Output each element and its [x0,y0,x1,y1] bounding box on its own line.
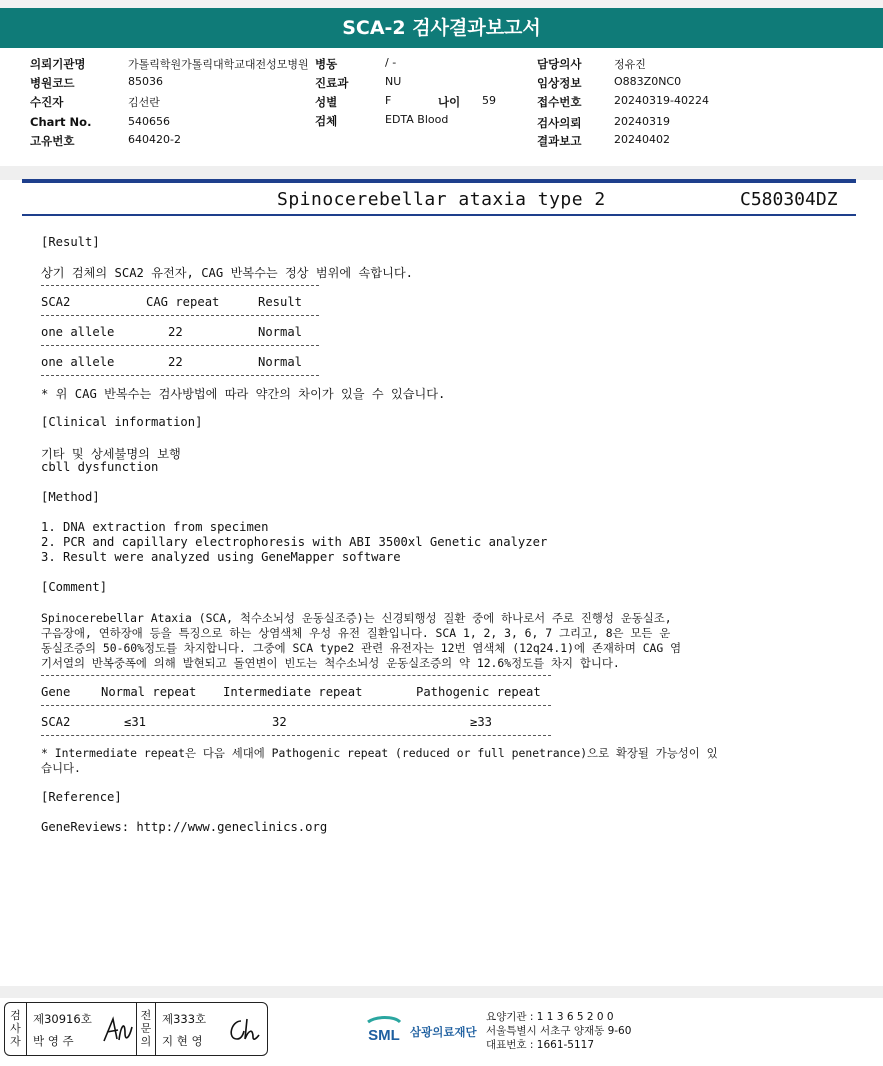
clinical-info-label: 임상정보 [537,76,582,90]
specimen-label: 검체 [315,114,338,128]
report-title: SCA-2 검사결과보고서 [0,8,883,48]
divider [41,705,551,706]
requester-value: 가톨릭학원가톨릭대학교대전성모병원 [128,58,309,71]
title-rule-top [22,179,856,183]
hospital-code-label: 병원코드 [30,76,75,90]
method-line-2: 2. PCR and capillary electrophoresis with ABI 3500xl Genetic analyzer [41,535,548,549]
comment-row-pathogenic: ≥33 [470,715,493,729]
comment-header-intermediate: Intermediate repeat [223,685,363,699]
sex-label: 성별 [315,95,338,109]
comment-row-gene: SCA2 [41,715,71,729]
specimen-value: EDTA Blood [385,113,449,126]
report-date-value: 20240402 [614,133,670,146]
examiner-signature [101,1015,135,1045]
age-label: 나이 [438,95,461,109]
specialist-label [136,1003,156,1055]
footer-separator [0,986,883,998]
method-line-1: 1. DNA extraction from specimen [41,520,269,534]
info-separator [0,166,883,180]
comment-line-4: 기서열의 반복중폭에 의해 발현되고 돌연변이 빈도는 척수소뇌성 운동실조증의 약 12.6%정도를 차지 합니다. [41,656,620,670]
examiner-name: 박 영 주 [33,1034,74,1048]
sml-logo [364,1016,404,1046]
comment-header-pathogenic: Pathogenic repeat [416,685,541,699]
comment-line-2: 구음장애, 연하장애 등을 특징으로 하는 상염색체 우성 유전 질환입니다. SCA 1, 2, 3, 6, 7 그리고, 8은 모든 운 [41,626,671,640]
patient-value: 김선란 [128,96,160,109]
divider [41,735,551,736]
ward-label: 병동 [315,57,338,71]
org-name: 삼광의료재단 [410,1025,477,1039]
result-header-cag: CAG repeat [146,295,220,309]
dept-value: NU [385,75,402,88]
chart-no-value: 540656 [128,115,170,128]
specialist-label-text: 전문의 [140,1009,152,1048]
comment-row-intermediate: 32 [272,715,287,729]
result-row-1-cag: 22 [168,325,183,339]
org-address: 서울특별시 서초구 양재동 9-60 [486,1025,632,1037]
divider [41,375,319,376]
examiner-label [5,1003,27,1055]
doctor-value: 정유진 [614,58,646,71]
comment-line-3: 동실조증의 50-60%정도를 차지합니다. 그중에 SCA type2 관련 유전자는 12번 염색체 (12q24.1)에 존재하며 CAG 염 [41,641,682,655]
doctor-label: 담당의사 [537,57,582,71]
comment-header-normal: Normal repeat [101,685,197,699]
comment-header-gene: Gene [41,685,71,699]
request-date-value: 20240319 [614,115,670,128]
reference-link[interactable]: GeneReviews: http://www.geneclinics.org [41,820,328,834]
clinical-line-1: 기타 및 상세불명의 보행 [41,447,181,461]
result-row-1-allele: one allele [41,325,115,339]
clinical-line-2: cbll dysfunction [41,460,159,474]
age-value: 59 [482,94,496,107]
test-name: Spinocerebellar ataxia type 2 [277,189,606,210]
org-info [486,1010,631,1052]
sml-logo-text: SML [368,1027,400,1044]
patient-info-block [0,52,883,164]
specialist-license: 제333호 [162,1012,207,1026]
org-phone: 대표번호 : 1661-5117 [486,1039,595,1051]
comment-row-normal: ≤31 [124,715,147,729]
comment-note-line-1: * Intermediate repeat은 다음 세대에 Pathogenic repeat (reduced or full penetrance)으로 확장될 가능성이 있 [41,746,718,760]
hospital-code-value: 85036 [128,75,163,88]
divider [41,345,319,346]
title-rule-bottom [22,214,856,216]
examiner-label-text: 검사자 [10,1009,21,1048]
specialist-name: 지 현 영 [162,1034,203,1048]
method-heading: [Method] [41,490,100,504]
top-strip [0,0,883,8]
comment-line-1: Spinocerebellar Ataxia (SCA, 척수소뇌성 운동실조증)는 신경퇴행성 질환 중에 하나로서 주로 진행성 운동실조, [41,611,672,625]
comment-note-line-2: 습니다. [41,761,81,775]
clinical-info-value: O883Z0NC0 [614,75,682,88]
sex-value: F [385,94,392,107]
patient-label: 수진자 [30,95,64,109]
unique-no-label: 고유번호 [30,134,75,148]
examiner-license: 제30916호 [33,1012,92,1026]
chart-no-label: Chart No. [30,115,92,129]
result-header-gene: SCA2 [41,295,71,309]
dept-label: 진료과 [315,76,349,90]
org-code: 요양기관 : 1 1 3 6 5 2 0 0 [486,1011,614,1023]
result-row-2-allele: one allele [41,355,115,369]
divider [41,315,319,316]
result-heading: [Result] [41,235,100,249]
requester-label: 의뢰기관명 [30,57,86,71]
report-date-label: 결과보고 [537,134,582,148]
test-code: C580304DZ [740,189,838,210]
request-date-label: 검사의뢰 [537,116,582,130]
clinical-heading: [Clinical information] [41,415,203,429]
divider [41,675,551,676]
specialist-signature [225,1015,261,1045]
result-row-1-result: Normal [258,325,303,339]
unique-no-value: 640420-2 [128,133,181,146]
receipt-value: 20240319-40224 [614,94,709,107]
signature-box [4,1002,268,1056]
method-line-3: 3. Result were analyzed using GeneMapper software [41,550,401,564]
reference-heading: [Reference] [41,790,122,804]
ward-value: / - [385,56,397,69]
receipt-label: 접수번호 [537,95,582,109]
result-summary: 상기 검체의 SCA2 유전자, CAG 반복수는 정상 범위에 속합니다. [41,266,413,280]
comment-heading: [Comment] [41,580,108,594]
result-note: * 위 CAG 반복수는 검사방법에 따라 약간의 차이가 있을 수 있습니다. [41,387,446,401]
result-header-result: Result [258,295,303,309]
divider [41,285,319,286]
result-row-2-cag: 22 [168,355,183,369]
result-row-2-result: Normal [258,355,303,369]
